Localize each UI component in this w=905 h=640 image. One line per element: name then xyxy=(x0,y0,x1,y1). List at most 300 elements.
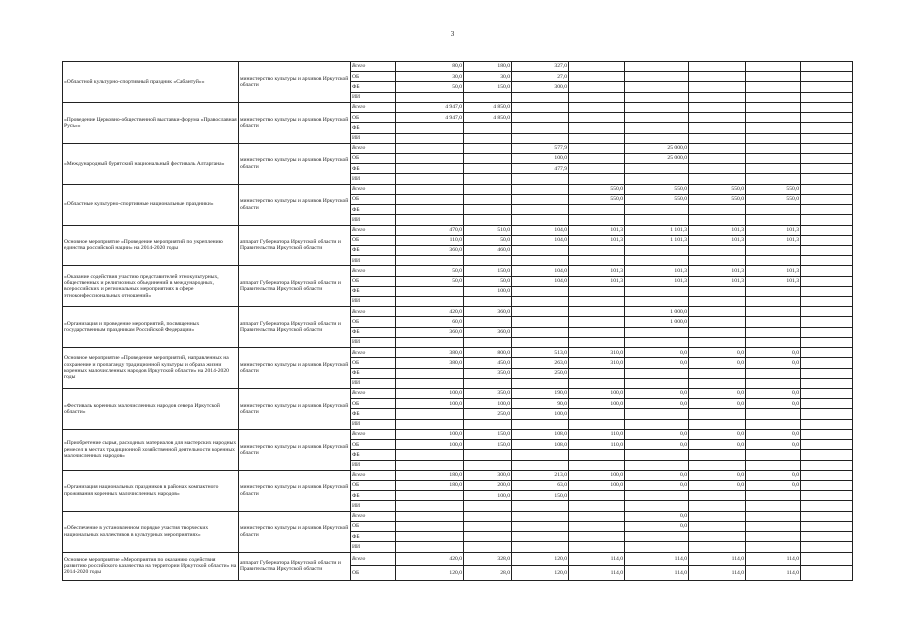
value-cell xyxy=(464,460,512,470)
value-cell: 250,0 xyxy=(512,368,569,378)
value-cell xyxy=(801,205,853,215)
funding-source-cell: ОБ xyxy=(351,521,396,531)
value-cell xyxy=(625,327,689,337)
value-cell xyxy=(625,419,689,429)
value-cell xyxy=(512,327,569,337)
value-cell: 100,0 xyxy=(512,409,569,419)
value-cell: 100,0 xyxy=(396,389,464,399)
activity-name-cell: «Областной культурно-спортивный праздник «Сабантуй»» xyxy=(63,62,239,103)
value-cell xyxy=(689,327,746,337)
value-cell: 120,0 xyxy=(512,566,569,581)
value-cell xyxy=(464,123,512,133)
value-cell xyxy=(569,327,625,337)
value-cell xyxy=(512,501,569,511)
value-cell xyxy=(569,532,625,542)
executor-cell: министерство культуры и архивов Иркутской области xyxy=(239,348,351,389)
funding-source-cell: ОБ xyxy=(351,440,396,450)
funding-source-cell: ФБ xyxy=(351,409,396,419)
funding-source-cell: ИИ xyxy=(351,256,396,266)
value-cell xyxy=(569,460,625,470)
value-cell xyxy=(569,317,625,327)
executor-cell: аппарат Губернатора Иркутской области и Правительства Иркутской области xyxy=(239,552,351,581)
value-cell xyxy=(801,256,853,266)
value-cell: 477,9 xyxy=(512,164,569,174)
value-cell xyxy=(396,297,464,307)
value-cell: 0,0 xyxy=(689,358,746,368)
value-cell: 104,0 xyxy=(512,235,569,245)
value-cell: 1 101,3 xyxy=(625,225,689,235)
value-cell xyxy=(512,378,569,388)
value-cell xyxy=(464,153,512,163)
funding-source-cell: ОБ xyxy=(351,480,396,490)
value-cell xyxy=(512,102,569,112)
value-cell: 100,0 xyxy=(512,153,569,163)
value-cell: 114,0 xyxy=(625,552,689,566)
funding-source-cell: Всего xyxy=(351,102,396,112)
funding-source-cell: ОБ xyxy=(351,399,396,409)
value-cell xyxy=(396,491,464,501)
value-cell xyxy=(746,491,801,501)
value-cell xyxy=(625,102,689,112)
value-cell: 310,0 xyxy=(569,348,625,358)
value-cell: 0,0 xyxy=(625,480,689,490)
value-cell: 104,0 xyxy=(512,266,569,276)
value-cell xyxy=(801,174,853,184)
funding-source-cell: Всего xyxy=(351,62,396,72)
value-cell xyxy=(746,174,801,184)
value-cell: 550,0 xyxy=(689,194,746,204)
table-row xyxy=(63,511,853,521)
funding-source-cell: ОБ xyxy=(351,358,396,368)
value-cell xyxy=(801,266,853,276)
value-cell xyxy=(801,164,853,174)
value-cell: 100,0 xyxy=(464,399,512,409)
value-cell xyxy=(746,62,801,72)
value-cell xyxy=(569,337,625,347)
executor-cell: министерство культуры и архивов Иркутской области xyxy=(239,470,351,511)
activity-name-cell: «Областные культурно-спортивные национальные праздники» xyxy=(63,184,239,225)
value-cell: 100,0 xyxy=(569,399,625,409)
value-cell xyxy=(625,133,689,143)
value-cell: 30,0 xyxy=(396,72,464,82)
value-cell xyxy=(689,72,746,82)
value-cell xyxy=(689,511,746,521)
value-cell xyxy=(512,123,569,133)
value-cell xyxy=(689,153,746,163)
funding-source-cell: ИИ xyxy=(351,460,396,470)
value-cell xyxy=(396,164,464,174)
executor-cell: министерство культуры и архивов Иркутской области xyxy=(239,429,351,470)
value-cell xyxy=(746,327,801,337)
value-cell: 114,0 xyxy=(625,566,689,581)
value-cell xyxy=(746,164,801,174)
value-cell: 1 101,3 xyxy=(625,235,689,245)
value-cell xyxy=(396,194,464,204)
value-cell: 360,0 xyxy=(464,307,512,317)
value-cell xyxy=(801,399,853,409)
value-cell xyxy=(689,368,746,378)
value-cell xyxy=(801,82,853,92)
value-cell xyxy=(801,327,853,337)
funding-source-cell: ФБ xyxy=(351,450,396,460)
value-cell xyxy=(689,164,746,174)
value-cell: 27,0 xyxy=(512,72,569,82)
value-cell: 150,0 xyxy=(464,440,512,450)
value-cell: 150,0 xyxy=(512,491,569,501)
value-cell xyxy=(746,409,801,419)
value-cell xyxy=(396,378,464,388)
value-cell xyxy=(569,143,625,153)
value-cell: 1 000,0 xyxy=(625,307,689,317)
value-cell xyxy=(746,337,801,347)
table-row xyxy=(63,143,853,153)
value-cell xyxy=(396,123,464,133)
value-cell: 104,0 xyxy=(512,225,569,235)
funding-source-cell: ОБ xyxy=(351,194,396,204)
value-cell xyxy=(689,113,746,123)
value-cell xyxy=(569,123,625,133)
value-cell xyxy=(746,205,801,215)
value-cell xyxy=(569,450,625,460)
funding-source-cell: Всего xyxy=(351,184,396,194)
value-cell: 420,0 xyxy=(396,552,464,566)
value-cell xyxy=(801,501,853,511)
table-row xyxy=(63,348,853,358)
value-cell: 25 000,0 xyxy=(625,143,689,153)
value-cell xyxy=(512,194,569,204)
value-cell: 30,0 xyxy=(464,72,512,82)
value-cell: 114,0 xyxy=(746,552,801,566)
value-cell xyxy=(801,450,853,460)
funding-source-cell: ФБ xyxy=(351,123,396,133)
value-cell xyxy=(512,460,569,470)
value-cell: 50,0 xyxy=(396,276,464,286)
value-cell: 101,3 xyxy=(569,235,625,245)
value-cell xyxy=(569,409,625,419)
activity-name-cell: «Обеспечение в установленном порядке участия творческих национальных коллективов в культурных мероприятиях» xyxy=(63,511,239,552)
value-cell xyxy=(689,143,746,153)
value-cell xyxy=(625,491,689,501)
value-cell xyxy=(625,460,689,470)
value-cell: 380,0 xyxy=(396,358,464,368)
funding-source-cell: ИИ xyxy=(351,542,396,552)
value-cell xyxy=(801,297,853,307)
value-cell xyxy=(746,133,801,143)
value-cell: 190,0 xyxy=(512,389,569,399)
value-cell: 4 947,0 xyxy=(396,113,464,123)
value-cell xyxy=(396,92,464,102)
activity-name-cell: Основное мероприятие «Мероприятия по оказанию содействия развитию российского казачества на территории Иркутской области» на 2014-2020 годы xyxy=(63,552,239,581)
value-cell: 300,0 xyxy=(464,470,512,480)
value-cell: 550,0 xyxy=(625,184,689,194)
value-cell xyxy=(569,419,625,429)
value-cell xyxy=(689,286,746,296)
value-cell xyxy=(464,337,512,347)
value-cell xyxy=(801,348,853,358)
value-cell xyxy=(746,72,801,82)
value-cell xyxy=(801,480,853,490)
value-cell: 100,0 xyxy=(569,480,625,490)
table-row xyxy=(63,470,853,480)
value-cell: 0,0 xyxy=(625,470,689,480)
funding-source-cell: ОБ xyxy=(351,276,396,286)
value-cell: 360,0 xyxy=(396,245,464,255)
value-cell xyxy=(512,542,569,552)
value-cell xyxy=(689,102,746,112)
value-cell xyxy=(625,409,689,419)
value-cell: 101,3 xyxy=(569,276,625,286)
value-cell: 550,0 xyxy=(569,184,625,194)
value-cell: 328,0 xyxy=(464,552,512,566)
value-cell: 0,0 xyxy=(746,470,801,480)
value-cell xyxy=(801,194,853,204)
value-cell xyxy=(512,113,569,123)
value-cell xyxy=(801,566,853,581)
value-cell xyxy=(396,368,464,378)
value-cell: 114,0 xyxy=(569,552,625,566)
value-cell: 114,0 xyxy=(746,566,801,581)
value-cell: 0,0 xyxy=(689,429,746,439)
value-cell: 110,0 xyxy=(569,440,625,450)
value-cell xyxy=(689,133,746,143)
value-cell xyxy=(801,276,853,286)
value-cell xyxy=(801,419,853,429)
value-cell: 101,3 xyxy=(746,225,801,235)
value-cell xyxy=(625,256,689,266)
value-cell xyxy=(746,307,801,317)
funding-source-cell: Всего xyxy=(351,348,396,358)
funding-source-cell: ОБ xyxy=(351,566,396,581)
value-cell xyxy=(625,72,689,82)
funding-source-cell: ИИ xyxy=(351,501,396,511)
value-cell xyxy=(689,409,746,419)
value-cell xyxy=(746,286,801,296)
value-cell: 0,0 xyxy=(746,440,801,450)
value-cell xyxy=(625,123,689,133)
executor-cell: аппарат Губернатора Иркутской области и Правительства Иркутской области xyxy=(239,266,351,307)
value-cell xyxy=(396,337,464,347)
funding-source-cell: ФБ xyxy=(351,164,396,174)
value-cell xyxy=(396,184,464,194)
table-row xyxy=(63,552,853,566)
value-cell xyxy=(746,511,801,521)
value-cell xyxy=(464,215,512,225)
page-number: 3 xyxy=(450,30,455,38)
value-cell xyxy=(569,82,625,92)
value-cell: 250,0 xyxy=(464,409,512,419)
funding-source-cell: ФБ xyxy=(351,368,396,378)
value-cell xyxy=(625,450,689,460)
value-cell xyxy=(512,245,569,255)
value-cell: 114,0 xyxy=(689,566,746,581)
value-cell xyxy=(464,205,512,215)
executor-cell: аппарат Губернатора Иркутской области и Правительства Иркутской области xyxy=(239,307,351,348)
value-cell xyxy=(625,62,689,72)
value-cell xyxy=(746,123,801,133)
value-cell xyxy=(464,174,512,184)
value-cell: 50,0 xyxy=(396,266,464,276)
value-cell: 108,0 xyxy=(512,429,569,439)
value-cell xyxy=(689,92,746,102)
value-cell xyxy=(569,174,625,184)
value-cell xyxy=(801,62,853,72)
table-row xyxy=(63,389,853,399)
value-cell: 101,3 xyxy=(746,235,801,245)
value-cell xyxy=(689,337,746,347)
value-cell: 513,0 xyxy=(512,348,569,358)
value-cell xyxy=(801,307,853,317)
value-cell xyxy=(512,511,569,521)
value-cell: 0,0 xyxy=(625,440,689,450)
value-cell: 800,0 xyxy=(464,348,512,358)
value-cell: 28,0 xyxy=(464,566,512,581)
value-cell xyxy=(396,215,464,225)
value-cell xyxy=(746,92,801,102)
value-cell xyxy=(512,256,569,266)
value-cell xyxy=(746,460,801,470)
funding-source-cell: ОБ xyxy=(351,72,396,82)
value-cell xyxy=(464,521,512,531)
value-cell: 63,0 xyxy=(512,480,569,490)
value-cell xyxy=(625,501,689,511)
value-cell xyxy=(801,429,853,439)
value-cell: 50,0 xyxy=(464,276,512,286)
value-cell: 0,0 xyxy=(746,358,801,368)
value-cell xyxy=(801,215,853,225)
value-cell xyxy=(625,92,689,102)
funding-source-cell: Всего xyxy=(351,470,396,480)
funding-source-cell: Всего xyxy=(351,307,396,317)
value-cell xyxy=(801,511,853,521)
value-cell xyxy=(396,521,464,531)
value-cell xyxy=(801,460,853,470)
value-cell xyxy=(746,419,801,429)
value-cell: 90,0 xyxy=(512,399,569,409)
value-cell xyxy=(569,245,625,255)
table-row xyxy=(63,266,853,276)
funding-source-cell: Всего xyxy=(351,389,396,399)
value-cell xyxy=(625,215,689,225)
executor-cell: министерство культуры и архивов Иркутской области xyxy=(239,389,351,430)
value-cell xyxy=(689,419,746,429)
value-cell: 0,0 xyxy=(746,348,801,358)
value-cell: 0,0 xyxy=(625,389,689,399)
value-cell xyxy=(512,174,569,184)
value-cell xyxy=(746,532,801,542)
value-cell xyxy=(512,337,569,347)
value-cell xyxy=(512,532,569,542)
value-cell xyxy=(801,440,853,450)
value-cell: 50,0 xyxy=(464,235,512,245)
value-cell xyxy=(396,143,464,153)
value-cell: 0,0 xyxy=(689,480,746,490)
value-cell xyxy=(569,521,625,531)
table-row xyxy=(63,62,853,72)
value-cell xyxy=(689,123,746,133)
value-cell xyxy=(746,102,801,112)
value-cell xyxy=(746,143,801,153)
value-cell: 50,0 xyxy=(396,82,464,92)
value-cell xyxy=(801,491,853,501)
value-cell xyxy=(569,72,625,82)
value-cell: 0,0 xyxy=(625,348,689,358)
funding-source-cell: ИИ xyxy=(351,133,396,143)
value-cell xyxy=(512,419,569,429)
funding-source-cell: ИИ xyxy=(351,92,396,102)
value-cell xyxy=(569,501,625,511)
value-cell: 100,0 xyxy=(464,286,512,296)
value-cell xyxy=(801,337,853,347)
value-cell xyxy=(689,501,746,511)
value-cell xyxy=(569,511,625,521)
budget-table xyxy=(62,61,853,581)
funding-source-cell: ИИ xyxy=(351,337,396,347)
value-cell xyxy=(746,378,801,388)
value-cell: 4 850,0 xyxy=(464,102,512,112)
funding-source-cell: ИИ xyxy=(351,378,396,388)
funding-source-cell: Всего xyxy=(351,552,396,566)
value-cell xyxy=(801,153,853,163)
table-row xyxy=(63,429,853,439)
value-cell xyxy=(689,297,746,307)
value-cell xyxy=(464,542,512,552)
value-cell: 380,0 xyxy=(396,348,464,358)
value-cell xyxy=(569,215,625,225)
value-cell xyxy=(464,419,512,429)
value-cell xyxy=(396,532,464,542)
value-cell xyxy=(396,174,464,184)
executor-cell: министерство культуры и архивов Иркутской области xyxy=(239,184,351,225)
value-cell: 101,3 xyxy=(746,276,801,286)
funding-source-cell: Всего xyxy=(351,429,396,439)
value-cell xyxy=(569,102,625,112)
value-cell xyxy=(625,378,689,388)
value-cell: 150,0 xyxy=(464,82,512,92)
funding-source-cell: Всего xyxy=(351,143,396,153)
value-cell: 0,0 xyxy=(689,399,746,409)
value-cell: 263,0 xyxy=(512,358,569,368)
value-cell xyxy=(801,113,853,123)
funding-source-cell: Всего xyxy=(351,266,396,276)
value-cell xyxy=(396,286,464,296)
value-cell xyxy=(625,245,689,255)
value-cell xyxy=(801,389,853,399)
activity-name-cell: «Приобретение сырья, расходных материалов для мастерских народных ремесел в местах традиционной хозяйственной деятельности коренных малочисленных народов» xyxy=(63,429,239,470)
value-cell: 0,0 xyxy=(689,470,746,480)
value-cell: 101,3 xyxy=(569,225,625,235)
activity-name-cell: «Проведение Церковно-общественной выставки-форума «Православная Русь»» xyxy=(63,102,239,143)
value-cell xyxy=(625,164,689,174)
value-cell xyxy=(625,286,689,296)
value-cell: 120,0 xyxy=(512,552,569,566)
value-cell: 510,0 xyxy=(464,225,512,235)
value-cell xyxy=(801,72,853,82)
value-cell xyxy=(569,491,625,501)
activity-name-cell: «Фестиваль коренных малочисленных народов севера Иркутской области» xyxy=(63,389,239,430)
value-cell: 360,0 xyxy=(396,327,464,337)
value-cell: 110,0 xyxy=(396,235,464,245)
activity-name-cell: Основное мероприятие «Проведение мероприятий по укреплению единства российской нации» на 2014-2020 годы xyxy=(63,225,239,266)
value-cell xyxy=(512,297,569,307)
value-cell: 0,0 xyxy=(746,480,801,490)
value-cell xyxy=(625,297,689,307)
value-cell: 100,0 xyxy=(569,389,625,399)
value-cell xyxy=(464,164,512,174)
value-cell: 550,0 xyxy=(746,184,801,194)
value-cell xyxy=(689,205,746,215)
funding-source-cell: ФБ xyxy=(351,286,396,296)
value-cell: 101,3 xyxy=(689,235,746,245)
